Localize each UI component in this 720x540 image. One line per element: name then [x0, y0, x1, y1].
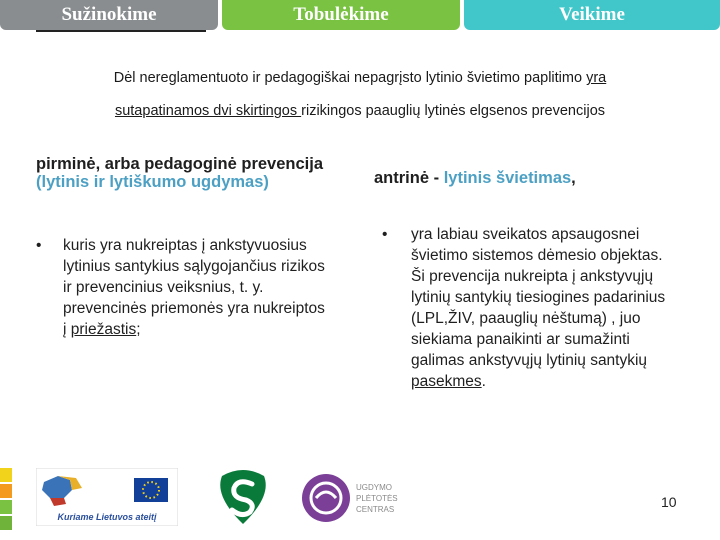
- intro-line2-underlined: sutapatinamos dvi skirtingos: [114, 103, 302, 119]
- ministry-emblem-icon: [208, 468, 278, 528]
- upc-line-2: PLĖTOTĖS: [356, 494, 398, 503]
- tab-suzinokime[interactable]: Sužinokime: [0, 0, 218, 30]
- left-heading-highlight: (lytinis ir lytiškumo ugdymas): [36, 173, 269, 191]
- intro-line1-text: Dėl nereglamentuoto ir pedagogiškai nepagrįsto lytinio švietimo paplitimo: [113, 70, 587, 86]
- eu-flag-icon: [134, 478, 168, 502]
- right-bullet-dot: •: [382, 226, 388, 243]
- right-bullet-text: [411, 224, 679, 392]
- page-number: 10: [661, 494, 677, 510]
- right-bullet: [382, 224, 682, 419]
- color-sidebar: [0, 468, 12, 532]
- left-bullet-body: kuris yra nukreiptas į ankstyvuosius lytinius santykius sąlygojančius rizikos ir prevencinius veiksnius, t. y. prevencinės priemonės yra nukreiptos į: [63, 237, 325, 338]
- sidebar-block-green: [0, 500, 12, 514]
- upc-logo-icon: [302, 474, 350, 522]
- sidebar-block-orange: [0, 484, 12, 498]
- upc-line-1: UGDYMO: [356, 483, 392, 492]
- right-bullet-end: .: [481, 373, 486, 390]
- right-bullet-body: yra labiau sveikatos apsaugosnei švietimo sistemos dėmesio objektas. Ši prevencija nukreipta į ankstyvųjų lytinių santykių tiesiogines padarinius (LPL,ŽIV, paauglių nėštumą) , juo siekiama panaikinti ar sumažinti galimas ankstyvųjų lytinių santykių: [411, 226, 666, 369]
- sidebar-block-green-dark: [0, 516, 12, 530]
- ministry-emblem-logo: [208, 468, 278, 528]
- eu-caption: Kuriame Lietuvos ateitį: [57, 512, 157, 522]
- tab-tobulekime[interactable]: Tobulėkime: [222, 0, 460, 30]
- left-heading-main: pirminė, arba pedagoginė prevencija: [36, 155, 324, 173]
- left-heading: [36, 155, 336, 191]
- intro-paragraph: [40, 62, 680, 128]
- right-heading-main: antrinė -: [374, 169, 444, 187]
- left-bullet-end: ;: [136, 321, 141, 338]
- sidebar-block-yellow: [0, 468, 12, 482]
- tab-veikime[interactable]: Veikime: [464, 0, 720, 30]
- right-heading-highlight: lytinis švietimas: [443, 169, 572, 187]
- right-bullet-underlined: pasekmes: [411, 373, 482, 390]
- left-bullet-dot: •: [36, 237, 42, 254]
- right-heading-comma: ,: [571, 169, 576, 187]
- upc-logo: [300, 468, 410, 528]
- eu-funds-logo: [36, 468, 178, 526]
- left-bullet-underlined: priežastis: [70, 321, 137, 338]
- active-tab-underline: [36, 30, 206, 32]
- left-bullet-text: [63, 235, 325, 340]
- right-heading: [374, 169, 674, 187]
- intro-line2-text: rizikingos paauglių lytinės elgsenos prevencijos: [301, 103, 606, 119]
- intro-line1-underlined: yra: [586, 70, 607, 86]
- left-bullet: [36, 235, 336, 365]
- upc-line-3: CENTRAS: [356, 505, 395, 514]
